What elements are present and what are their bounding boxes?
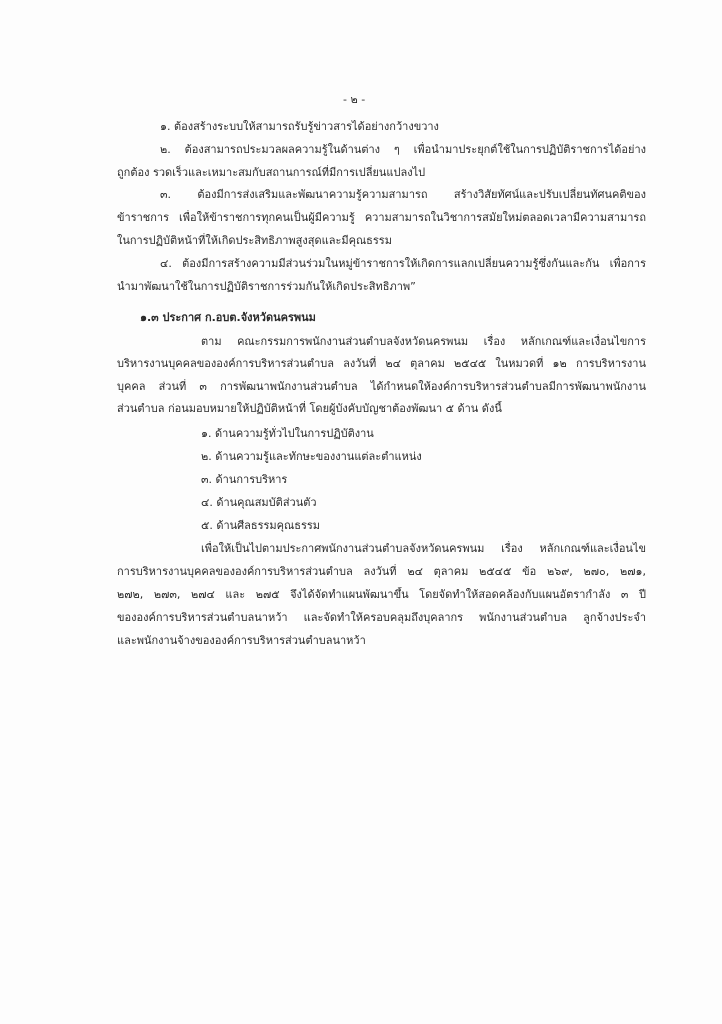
paragraph-line: เพื่อให้เป็นไปตามประกาศพนักงานส่วนตำบลจังหวัดนครพนม เรื่อง หลักเกณฑ์และเงื่อนไข [201, 542, 646, 555]
list-item: ๒. ต้องสามารถประมวลผลความรู้ในด้านต่าง ๆ เพื่อนำมาประยุกต์ใช้ในการปฏิบัติราชการได้อย่าง [160, 143, 646, 156]
paragraph-line: ตาม คณะกรรมการพนักงานส่วนตำบลจังหวัดนครพนม เรื่อง หลักเกณฑ์และเงื่อนไขการ [201, 335, 646, 348]
list-item: ๔. ต้องมีการสร้างความมีส่วนร่วมในหมู่ข้าราชการให้เกิดการแลกเปลี่ยนความรู้ซึ่งกันและกัน เพื่อการ [160, 257, 646, 270]
list-item: ๕. ด้านศีลธรรมคุณธรรม [201, 519, 321, 532]
paragraph-line: บริหารงานบุคคลขององค์การบริหารส่วนตำบล ลงวันที่ ๒๔ ตุลาคม ๒๕๔๕ ในหมวดที่ ๑๒ การบริหารงาน [117, 357, 646, 370]
list-item: ๔. ด้านคุณสมบัติส่วนตัว [201, 496, 317, 509]
list-item-continuation: ข้าราชการ เพื่อให้ข้าราชการทุกคนเป็นผู้มีความรู้ ความสามารถในวิชาการสมัยใหม่ตลอดเวลามีความสามารถ [117, 211, 646, 224]
list-item: ๒. ด้านความรู้และทักษะของงานแต่ละตำแหน่ง [201, 450, 422, 463]
list-item: ๓. ด้านการบริหาร [201, 473, 288, 486]
paragraph-line: และพนักงานจ้างขององค์การบริหารส่วนตำบลนาหว้า [117, 634, 366, 647]
paragraph-line: บุคคล ส่วนที่ ๓ การพัฒนาพนักงานส่วนตำบล ได้กำหนดให้องค์การบริหารส่วนตำบลมีการพัฒนาพนักงาน [117, 380, 646, 393]
list-item-continuation: นำมาพัฒนาใช้ในการปฏิบัติราชการร่วมกันให้เกิดประสิทธิภาพ” [117, 280, 416, 293]
list-item: ๑. ต้องสร้างระบบให้สามารถรับรู้ข่าวสารได้อย่างกว้างขวาง [160, 120, 439, 133]
list-item: ๑. ด้านความรู้ทั่วไปในการปฏิบัติงาน [201, 427, 374, 440]
section-heading: ๑.๓ ประกาศ ก.อบต.จังหวัดนครพนม [140, 311, 316, 324]
paragraph-line: ๒๗๒, ๒๗๓, ๒๗๔ และ ๒๗๕ จึงได้จัดทำแผนพัฒนาขึ้น โดยจัดทำให้สอดคล้องกับแผนอัตรากำลัง ๓ ปี [117, 588, 646, 601]
paragraph-line: ส่วนตำบล ก่อนมอบหมายให้ปฏิบัติหน้าที่ โดยผู้บังคับบัญชาต้องพัฒนา ๕ ด้าน ดังนี้ [117, 402, 502, 415]
list-item: ๓. ต้องมีการส่งเสริมและพัฒนาความรู้ความสามารถ สร้างวิสัยทัศน์และปรับเปลี่ยนทัศนคติของ [160, 188, 646, 201]
paragraph-line: ขององค์การบริหารส่วนตำบลนาหว้า และจัดทำให้ครอบคลุมถึงบุคลากร พนักงานส่วนตำบล ลูกจ้างประจำ [117, 611, 646, 624]
page-number: - ๒ - [343, 93, 366, 106]
list-item-continuation: ในการปฏิบัติหน้าที่ให้เกิดประสิทธิภาพสูงสุดและมีคุณธรรม [117, 234, 392, 247]
list-item-continuation: ถูกต้อง รวดเร็วและเหมาะสมกับสถานการณ์ที่มีการเปลี่ยนแปลงไป [117, 166, 426, 179]
paragraph-line: การบริหารงานบุคคลขององค์การบริหารส่วนตำบล ลงวันที่ ๒๔ ตุลาคม ๒๕๔๕ ข้อ ๒๖๙, ๒๗๐, ๒๗๑, [117, 565, 646, 578]
